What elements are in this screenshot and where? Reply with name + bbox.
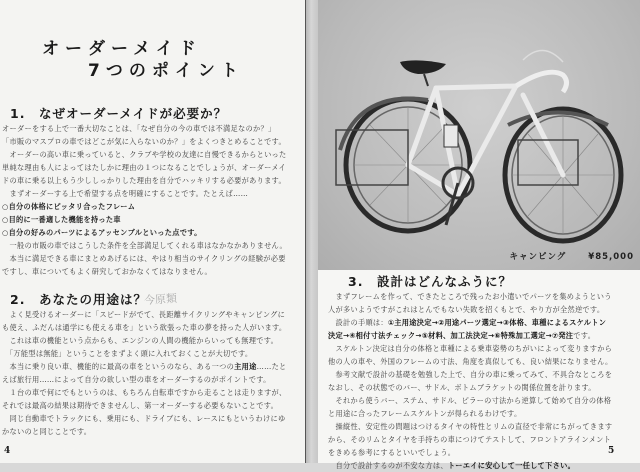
text-line: ですし、車についてもよく研究しておかなくてはなりません。 — [2, 267, 212, 276]
photo-caption — [487, 250, 634, 262]
text-line: なおし、その状態でのバー、サドル、ボトムブラケットの関係位置を計ります。 — [328, 383, 596, 392]
text-segment: 設計の手順は： — [328, 318, 388, 327]
text-line: まずフレームを作って、できたところで残ったお小遣いでパーツを集めようという — [328, 292, 612, 301]
text-line — [328, 329, 613, 342]
text-line: １台の車で何にでもというのは、もちろん自転車ですから走ることは走りますが、 — [2, 388, 287, 397]
text-line: オーダーをする上で一番大切なことは、「なぜ自分の今の車では不満足なのか？」 — [2, 124, 276, 133]
model-price: ¥85,000 — [588, 252, 634, 262]
text-line: 操縦性、安定性の問題はつけるタイヤの特性とリムの直径で非常にちがってきます — [328, 422, 613, 431]
text-line: 人が多いようですがこれはとんでもない失敗を招くもとで、やり方が全然逆です。 — [328, 305, 605, 314]
text-line: から、そのリムとタイヤを手持ちの車につけてテストして、フロントアラインメント — [328, 435, 612, 444]
text-line: オーダーの高い車に乗っていると、クラブや学校の友達に自慢できるからといった — [2, 150, 287, 159]
text-segment: です。 — [573, 331, 596, 340]
section3-paragraph — [328, 290, 613, 472]
bullet-item: ○自分の体格にピッタリ合ったフレーム — [2, 202, 136, 211]
text-line: これは車の機能という点からも、エンジンの人間の機能からいっても無理です。 — [2, 336, 279, 345]
section2-heading: 2. あなたの用途は？ — [10, 292, 147, 307]
text-line: 一般の市販の車ではこうした条件を全部満足してくれる車はなかなかありません。 — [2, 241, 287, 250]
text-line: ドの車に乗る以上もう少ししっかりした理由を自分でハッキリする必要があります。 — [2, 176, 286, 185]
text-line: えば旅行用……によって自分の欲しい型の車をオーダーするのがポイントです。 — [2, 375, 271, 384]
text-line: 「万能型は無能」ということをまずよく頭に入れておくことが大切です。 — [2, 349, 253, 358]
page-number: 5 — [608, 446, 615, 456]
text-line — [328, 316, 613, 329]
text-line: 「市販のマスプロの車ではどこが気に入らないのか？」をよくつきとめることです。 — [2, 137, 286, 146]
section1-heading: 1. なぜオーダーメイドが必要か？ — [10, 106, 228, 121]
left-page — [0, 0, 305, 463]
section3-heading: 3. 設計はどんなふうに？ — [348, 274, 512, 289]
bullet-item: ○目的に一番適した機能を持った車 — [2, 215, 121, 224]
text-line — [2, 360, 287, 373]
text-line: まずオーダーする上で希望する点を明確にすることです。たとえば…… — [2, 189, 249, 198]
text-segment: 本当に乗り良い車、機能的に最高の車をというのなら、ある一つの — [2, 362, 235, 371]
page-title-line2: 7つのポイント — [88, 61, 244, 81]
text-line: をきめる参考にするといいでしょう。 — [328, 448, 456, 457]
text-segment: 自分で設計するのが不安な方は、 — [328, 461, 448, 470]
text-line: 単純な理由も人によってはたしかに理由の１つになることでしょうが、オーダーメイ — [2, 163, 287, 172]
text-line: よく見受けるオーダーに「スピードがでて、長距離サイクリングやキャンピングに — [2, 310, 286, 319]
text-line — [328, 459, 613, 472]
text-line: 参考文献で設計の基礎を勉強した上で、自分の車に乗ってみて、不具合なところを — [328, 370, 613, 379]
bicycle-icon — [318, 0, 640, 270]
book-gutter — [305, 0, 319, 463]
design-steps: 決定→④相付寸法チェック→⑤材料、加工法決定→⑥特殊加工選定→⑦発注 — [328, 331, 574, 340]
text-segment: ……たと — [256, 362, 287, 371]
text-line: スケルトン決定は自分の体格と車種による乗車姿勢のちがいによって変りますから — [328, 344, 613, 353]
text-line: それでは最高の結果は期待できませんし、第一オーダーする必要もないことです。 — [2, 401, 279, 410]
handwritten-note: 今原類 — [143, 291, 178, 308]
text-line: かないのと同じことです。 — [2, 427, 92, 436]
design-steps: ①主用途決定→②用途パーツ選定→③体格、車種によるスケルトン — [387, 318, 607, 327]
bicycle-photo — [318, 0, 640, 270]
closing-bold: トーエイに安心して一任して下さい。 — [447, 461, 576, 470]
right-page — [318, 0, 640, 470]
model-name: キャンピング — [509, 252, 567, 262]
text-line: 他の人の車や、外国のフレームの寸法、角度を真似しても、良い結果になりません。 — [328, 357, 613, 366]
bullet-item: ○自分の好みのパーツによるアッセンブルといった点です。 — [2, 228, 202, 237]
section2-paragraph — [2, 308, 287, 438]
bold-phrase: 主用途 — [234, 362, 257, 371]
text-line: も使え、ふだんは通学にも使える車を」という欲張った車の夢を持った人がいます。 — [2, 323, 287, 332]
page-title-line1: オーダーメイド — [42, 39, 202, 59]
text-line: 同じ自動車でトラックにも、乗用にも、ドライブにも、レースにもというわけにゆ — [2, 414, 286, 423]
text-line: と用途に合ったフレームスケルトンが得られるわけです。 — [328, 409, 522, 418]
section1-paragraph — [2, 122, 287, 278]
text-line: それから使うバー、ステム、サドル、ピラーの寸法から逆算して始めて自分の体格 — [328, 396, 612, 405]
page-number: 4 — [4, 446, 11, 456]
text-line: 本当に満足できる車にまとめあげるには、やはり相当のサイクリングの経験が必要 — [2, 254, 286, 263]
